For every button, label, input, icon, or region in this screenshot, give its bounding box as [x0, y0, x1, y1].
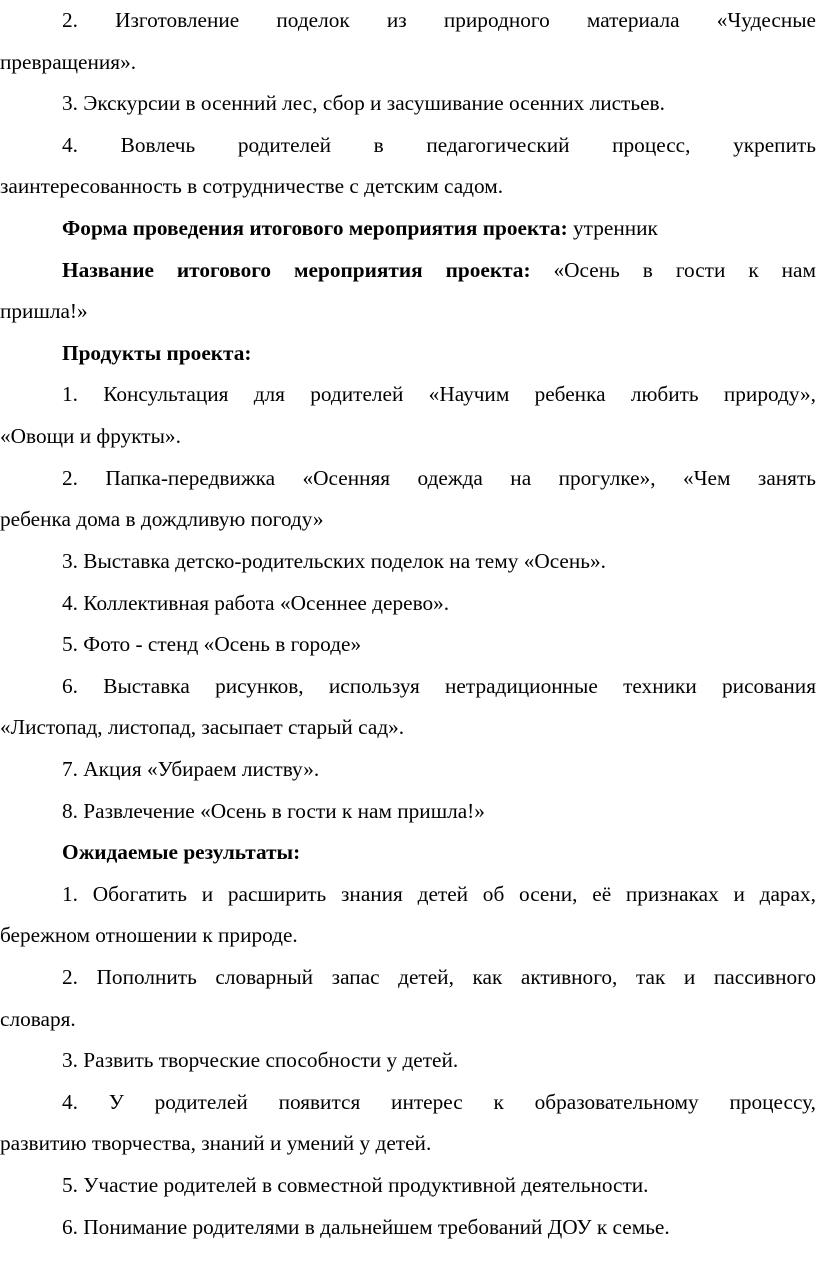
product-item-5: 5. Фото - стенд «Осень в городе»: [62, 632, 362, 656]
objective-item-4-line1: 4. Вовлечь родителей в педагогический процесс, укрепить: [62, 133, 816, 157]
objective-item-2-line1: 2. Изготовление поделок из природного материала «Чудесные: [62, 8, 816, 32]
result-item-4-line1: 4. У родителей появится интерес к образовательному процессу,: [62, 1090, 816, 1114]
objective-item-2-line2: превращения».: [0, 50, 137, 74]
product-item-4: 4. Коллективная работа «Осеннее дерево».: [62, 591, 450, 615]
event-form-value: утренник: [567, 216, 658, 240]
product-item-2-line2: ребенка дома в дождливую погоду»: [0, 507, 324, 531]
product-item-1-line2: «Овощи и фрукты».: [0, 424, 181, 448]
result-item-4-line2: развитию творчества, знаний и умений у детей.: [0, 1131, 432, 1155]
event-form-label: Форма проведения итогового мероприятия проекта:: [62, 216, 568, 240]
result-item-6: 6. Понимание родителями в дальнейшем требований ДОУ к семье.: [62, 1215, 670, 1239]
product-item-7: 7. Акция «Убираем листву».: [62, 757, 320, 781]
event-name-label: Название итогового мероприятия проекта:: [62, 258, 531, 282]
event-name: [0, 255, 816, 285]
result-item-1-line1: 1. Обогатить и расширить знания детей об осени, её признаках и дарах,: [62, 882, 816, 906]
product-item-6-line1: 6. Выставка рисунков, используя нетрадиционные техники рисования: [62, 674, 816, 698]
objective-item-3: 3. Экскурсии в осенний лес, сбор и засушивание осенних листьев.: [62, 91, 665, 115]
result-item-1-line2: бережном отношении к природе.: [0, 923, 298, 947]
result-item-5: 5. Участие родителей в совместной продуктивной деятельности.: [62, 1173, 649, 1197]
event-form: [0, 213, 816, 243]
result-item-2-line1: 2. Пополнить словарный запас детей, как активного, так и пассивного: [62, 965, 816, 989]
products-heading: Продукты проекта:: [62, 341, 252, 365]
result-item-2-line2: словаря.: [0, 1007, 76, 1031]
event-name-value-cont: пришла!»: [0, 299, 88, 323]
result-item-3: 3. Развить творческие способности у детей.: [62, 1048, 459, 1072]
product-item-3: 3. Выставка детско-родительских поделок на тему «Осень».: [62, 549, 606, 573]
product-item-6-line2: «Листопад, листопад, засыпает старый сад».: [0, 715, 405, 739]
results-heading: Ожидаемые результаты:: [62, 840, 301, 864]
product-item-8: 8. Развлечение «Осень в гости к нам пришла!»: [62, 799, 485, 823]
objective-item-4-line2: заинтересованность в сотрудничестве с детским садом.: [0, 174, 504, 198]
event-name-value: «Осень в гости к нам: [530, 258, 816, 282]
product-item-2-line1: 2. Папка-передвижка «Осенняя одежда на прогулке», «Чем занять: [62, 466, 816, 490]
product-item-1-line1: 1. Консультация для родителей «Научим ребенка любить природу»,: [62, 382, 816, 406]
